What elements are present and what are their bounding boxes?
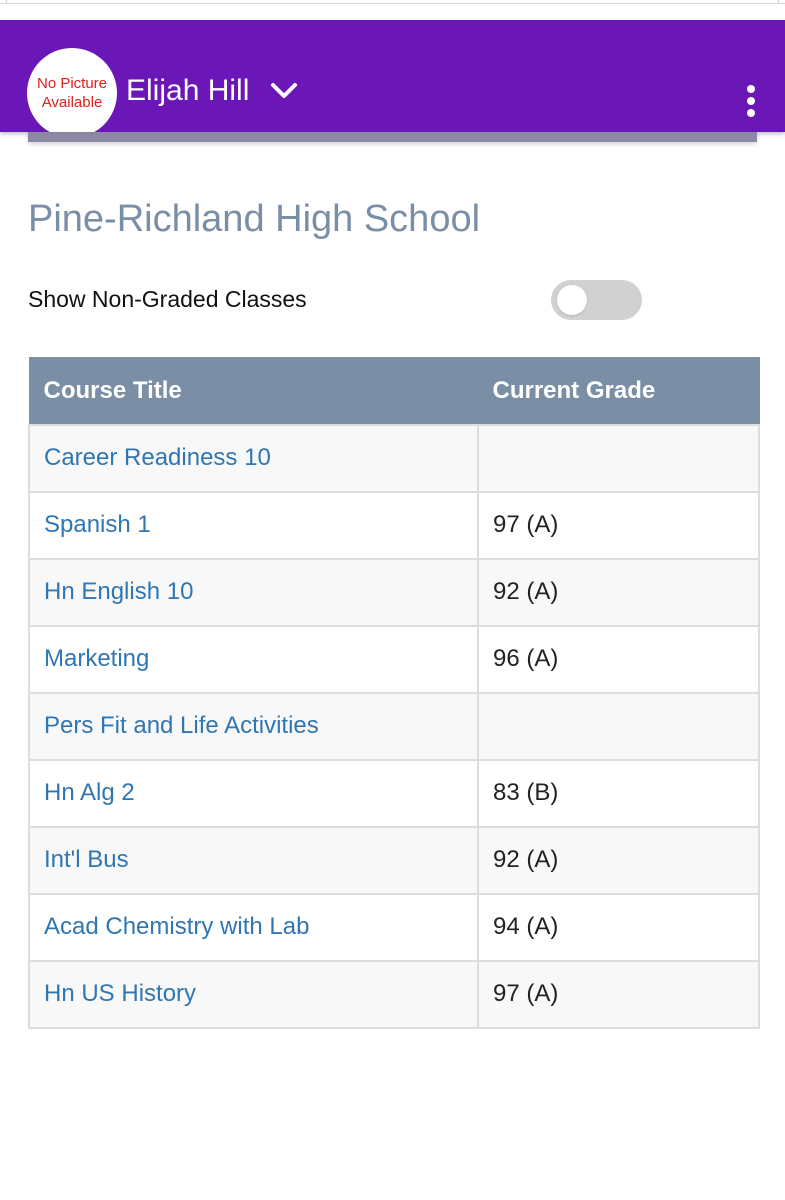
top-card-edge xyxy=(0,0,785,20)
column-header-current-grade: Current Grade xyxy=(478,358,759,425)
course-title-cell xyxy=(29,961,478,1028)
chevron-down-icon[interactable] xyxy=(270,80,298,100)
course-title-cell xyxy=(29,425,478,492)
table-row xyxy=(29,425,759,492)
grade-cell xyxy=(478,425,759,492)
course-link[interactable]: Career Readiness 10 xyxy=(44,444,271,471)
non-graded-toggle[interactable] xyxy=(551,280,642,320)
table-row xyxy=(29,626,759,693)
table-row xyxy=(29,760,759,827)
course-title-cell xyxy=(29,693,478,760)
header-underbar xyxy=(28,132,757,142)
grade-cell: 94 (A) xyxy=(478,894,759,961)
column-header-course-title: Course Title xyxy=(29,358,478,425)
course-link[interactable]: Acad Chemistry with Lab xyxy=(44,913,310,940)
grade-cell: 92 (A) xyxy=(478,827,759,894)
course-title-cell xyxy=(29,626,478,693)
table-row xyxy=(29,693,759,760)
grade-cell: 92 (A) xyxy=(478,559,759,626)
course-link[interactable]: Hn US History xyxy=(44,980,197,1007)
table-header-row xyxy=(29,358,759,425)
school-title: Pine-Richland High School xyxy=(28,198,481,240)
avatar-placeholder-text: No Picture Available xyxy=(36,75,108,111)
course-link[interactable]: Int'l Bus xyxy=(44,846,129,873)
grade-cell: 97 (A) xyxy=(478,492,759,559)
avatar[interactable] xyxy=(27,48,117,138)
grade-cell: 83 (B) xyxy=(478,760,759,827)
course-link[interactable]: Hn Alg 2 xyxy=(44,779,135,806)
table-row xyxy=(29,827,759,894)
student-name[interactable]: Elijah Hill xyxy=(126,74,250,107)
grade-cell: 97 (A) xyxy=(478,961,759,1028)
grade-cell xyxy=(478,693,759,760)
table-row xyxy=(29,492,759,559)
table-row xyxy=(29,961,759,1028)
course-title-cell xyxy=(29,492,478,559)
app-header xyxy=(0,20,785,132)
course-link[interactable]: Spanish 1 xyxy=(44,511,151,538)
non-graded-toggle-label: Show Non-Graded Classes xyxy=(28,286,307,312)
more-options-icon[interactable] xyxy=(738,84,764,118)
course-title-cell xyxy=(29,559,478,626)
course-title-cell xyxy=(29,894,478,961)
course-title-cell xyxy=(29,827,478,894)
course-title-cell xyxy=(29,760,478,827)
grades-table xyxy=(28,357,760,1029)
course-link[interactable]: Hn English 10 xyxy=(44,578,194,605)
table-row xyxy=(29,894,759,961)
course-link[interactable]: Pers Fit and Life Activities xyxy=(44,712,319,739)
toggle-knob xyxy=(557,285,587,315)
course-link[interactable]: Marketing xyxy=(44,645,150,672)
table-row xyxy=(29,559,759,626)
grade-cell: 96 (A) xyxy=(478,626,759,693)
previous-card-edge xyxy=(0,0,785,4)
